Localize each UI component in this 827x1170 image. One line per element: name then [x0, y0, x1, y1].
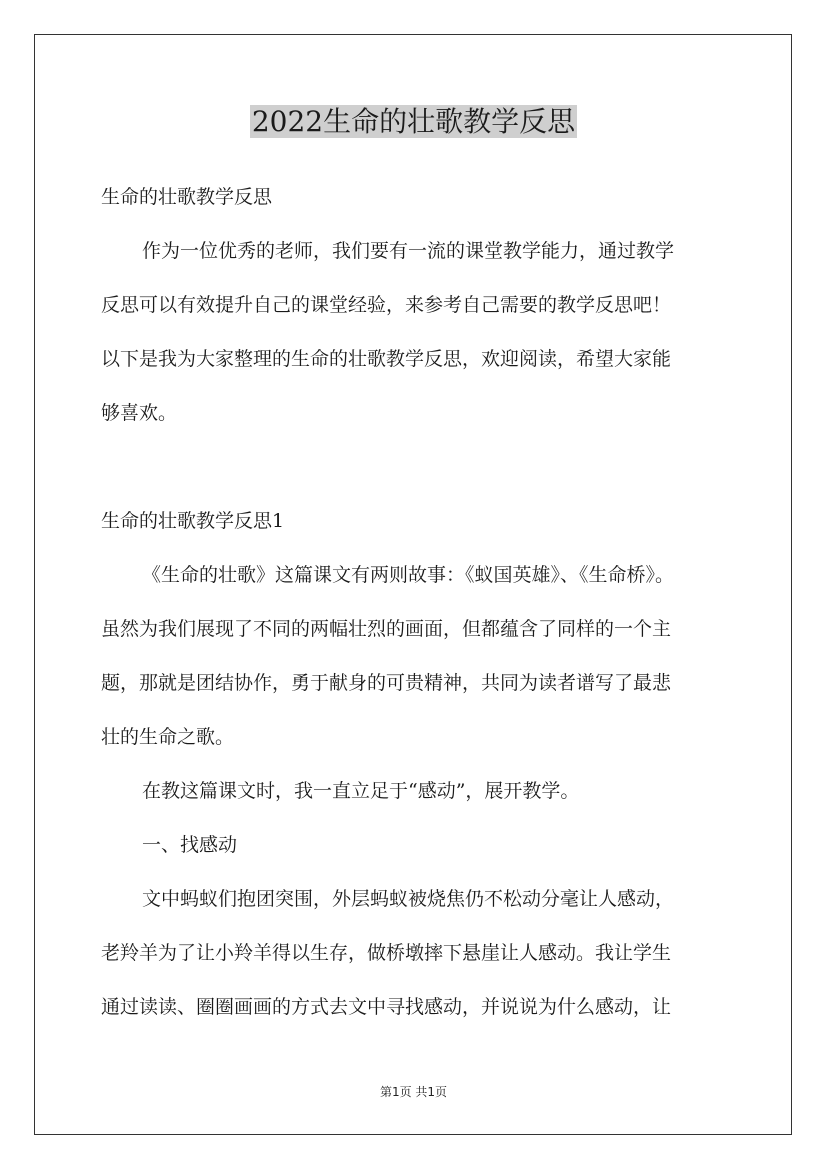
document-body: [101, 170, 727, 1034]
paragraph-line: 在教这篇课文时，我一直立足于“感动”，展开教学。: [142, 780, 580, 802]
paragraph-line: 《生命的壮歌》这篇课文有两则故事：《蚁国英雄》、《生命桥》。: [142, 564, 675, 586]
page-footer: 第1页 共1页: [379, 1085, 448, 1099]
paragraph-line: 作为一位优秀的老师，我们要有一流的课堂教学能力，通过教学: [142, 240, 675, 262]
paragraph-line: 虽然为我们展现了不同的两幅壮烈的画面，但都蕴含了同样的一个主: [101, 618, 672, 640]
paragraph-line: 文中蚂蚁们抱团突围，外层蚂蚁被烧焦仍不松动分毫让人感动，: [142, 888, 675, 910]
subheading: 一、找感动: [142, 834, 238, 856]
paragraph-line: 壮的生命之歌。: [101, 726, 235, 748]
section-heading: 生命的壮歌教学反思: [101, 186, 273, 208]
paragraph-line: 以下是我为大家整理的生命的壮歌教学反思，欢迎阅读，希望大家能: [101, 348, 672, 370]
paragraph-line: 够喜欢。: [101, 402, 178, 424]
paragraph-line: 老羚羊为了让小羚羊得以生存，做桥墩摔下悬崖让人感动。我让学生: [101, 942, 672, 964]
paragraph-line: 题，那就是团结协作，勇于献身的可贵精神，共同为读者谱写了最悲: [101, 672, 672, 694]
paragraph-line: 通过读读、圈圈画画的方式去文中寻找感动，并说说为什么感动，让: [101, 996, 672, 1018]
document-title-text: 2022生命的壮歌教学反思: [251, 105, 576, 138]
blank-line: [101, 440, 727, 494]
paragraph-line: 反思可以有效提升自己的课堂经验，来参考自己需要的教学反思吧！: [101, 294, 672, 316]
document-title: [0, 104, 827, 140]
section-heading: 生命的壮歌教学反思1: [101, 510, 285, 532]
